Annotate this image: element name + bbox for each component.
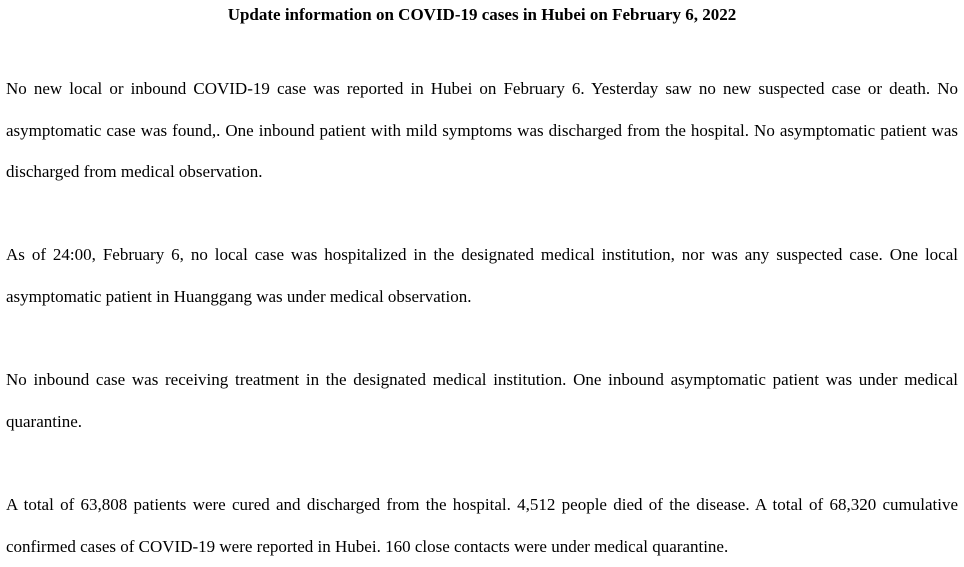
- paragraph-local-status: As of 24:00, February 6, no local case was hospitalized in the designated medical institution, nor was any suspected case. One local asymptomatic patient in Huanggang was under medical observation.: [6, 245, 958, 306]
- paragraph-new-cases: No new local or inbound COVID-19 case was reported in Hubei on February 6. Yesterday saw no new suspected case or death. No asymptomatic case was found,. One inbound patient with mild symptoms was discharged from the hospital. No asymptomatic patient was discharged from medical observation.: [6, 79, 958, 182]
- paragraph-cumulative-totals: A total of 63,808 patients were cured and discharged from the hospital. 4,512 people died of the disease. A total of 68,320 cumulative confirmed cases of COVID-19 were reported in Hubei. 160 close contacts were under medical quarantine.: [6, 495, 958, 556]
- paragraph-inbound-status: No inbound case was receiving treatment in the designated medical institution. One inbound asymptomatic patient was under medical quarantine.: [6, 370, 958, 431]
- document-title: Update information on COVID-19 cases in Hubei on February 6, 2022: [227, 5, 737, 24]
